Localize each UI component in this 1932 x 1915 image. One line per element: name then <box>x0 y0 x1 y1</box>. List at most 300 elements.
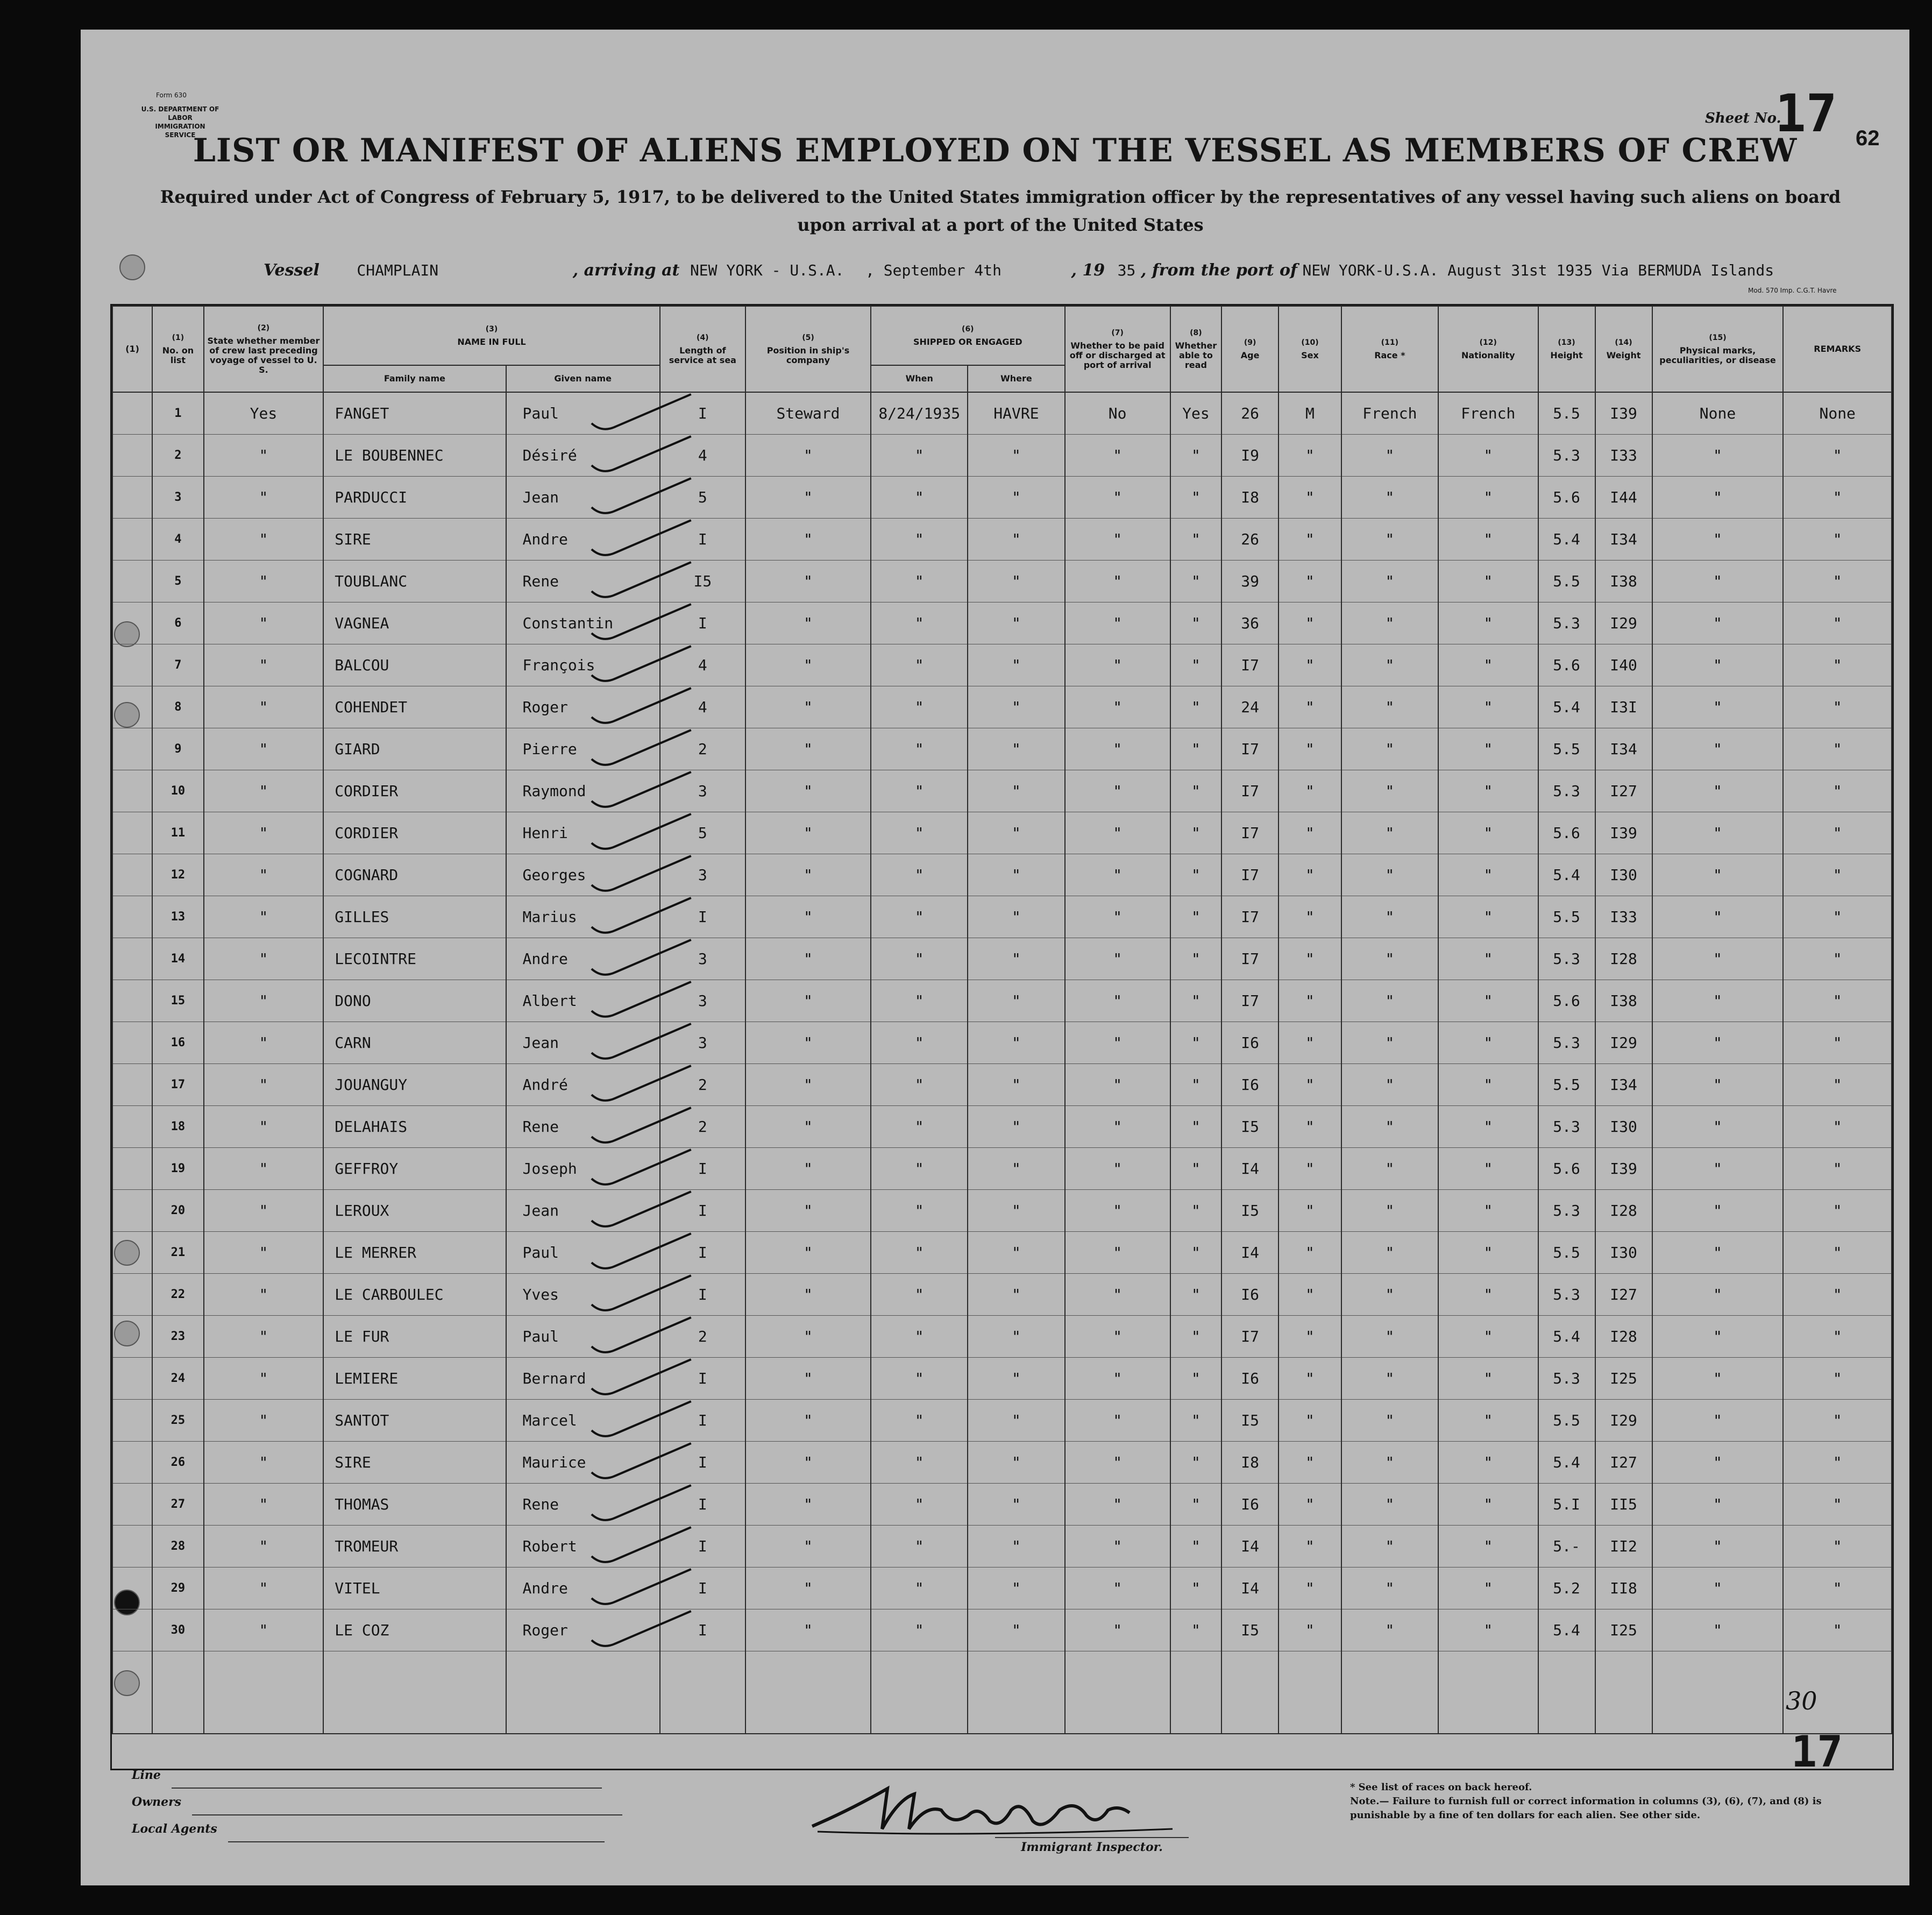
paid-off-cell: " <box>1065 1400 1170 1442</box>
family-name-cell: GEFFROY <box>323 1148 506 1190</box>
col-label: Weight <box>1606 350 1641 360</box>
age-cell: I7 <box>1221 812 1278 854</box>
where-cell: " <box>968 1568 1064 1609</box>
nationality-cell: " <box>1438 980 1538 1022</box>
race-cell: " <box>1341 1148 1438 1190</box>
agents-field <box>132 1815 622 1842</box>
sex-cell: " <box>1278 854 1341 896</box>
height-cell: 5.3 <box>1538 1106 1595 1148</box>
age-cell: I7 <box>1221 896 1278 938</box>
read-cell: " <box>1170 519 1221 561</box>
given-name-cell: Roger <box>506 1609 660 1651</box>
table-row <box>112 477 1892 519</box>
sex-cell: " <box>1278 1316 1341 1358</box>
race-cell: " <box>1341 644 1438 686</box>
prev-voyage-cell: Yes <box>204 392 324 435</box>
prev-voyage-cell: " <box>204 854 324 896</box>
margin-cell <box>112 1442 152 1484</box>
race-cell: " <box>1341 896 1438 938</box>
prev-voyage-cell: " <box>204 770 324 812</box>
where-cell: " <box>968 1442 1064 1484</box>
service-length-cell: I <box>660 1400 745 1442</box>
sex-cell: " <box>1278 1609 1341 1651</box>
service-length-cell: I <box>660 1526 745 1568</box>
owners-underline <box>192 1804 622 1815</box>
read-cell: " <box>1170 1568 1221 1609</box>
where-cell: " <box>968 728 1064 770</box>
age-cell: 36 <box>1221 602 1278 644</box>
race-cell: " <box>1341 602 1438 644</box>
table-row <box>112 392 1892 435</box>
race-cell: " <box>1341 1609 1438 1651</box>
row-number: 16 <box>152 1022 203 1064</box>
page-title: LIST OR MANIFEST OF ALIENS EMPLOYED ON THE VESSEL AS MEMBERS OF CREW <box>193 132 1798 169</box>
paid-off-cell: " <box>1065 896 1170 938</box>
paid-off-cell: " <box>1065 728 1170 770</box>
sex-cell: " <box>1278 1064 1341 1106</box>
empty-cell <box>112 1651 152 1734</box>
table-row <box>112 938 1892 980</box>
position-cell: " <box>745 1484 871 1526</box>
margin-cell <box>112 1106 152 1148</box>
family-name-cell: SIRE <box>323 519 506 561</box>
col-number: (13) <box>1558 338 1575 347</box>
weight-cell: I30 <box>1595 854 1652 896</box>
row-number: 23 <box>152 1316 203 1358</box>
paid-off-cell: " <box>1065 686 1170 728</box>
col-label: No. on list <box>162 345 194 365</box>
when-cell: " <box>871 770 968 812</box>
family-name-cell: TROMEUR <box>323 1526 506 1568</box>
when-cell: " <box>871 1609 968 1651</box>
service-length-cell: I <box>660 1568 745 1609</box>
position-cell: " <box>745 812 871 854</box>
age-cell: I7 <box>1221 854 1278 896</box>
given-name-cell: Rene <box>506 561 660 602</box>
remarks-cell: " <box>1783 896 1892 938</box>
remarks-cell: " <box>1783 519 1892 561</box>
weight-cell: I33 <box>1595 435 1652 477</box>
where-cell: HAVRE <box>968 392 1064 435</box>
nationality-cell: " <box>1438 1568 1538 1609</box>
remarks-cell: " <box>1783 1106 1892 1148</box>
col-label: Whether able to read <box>1175 341 1217 370</box>
margin-cell <box>112 477 152 519</box>
remarks-cell: " <box>1783 561 1892 602</box>
margin-cell <box>112 1022 152 1064</box>
physical-marks-cell: " <box>1652 1106 1784 1148</box>
service-length-cell: I <box>660 1232 745 1274</box>
weight-cell: I40 <box>1595 644 1652 686</box>
where-cell: " <box>968 1022 1064 1064</box>
given-name-cell: Paul <box>506 1316 660 1358</box>
age-cell: I4 <box>1221 1526 1278 1568</box>
count-note: 30 <box>1786 1686 1817 1715</box>
read-cell: " <box>1170 1484 1221 1526</box>
position-cell: " <box>745 938 871 980</box>
col-number: (6) <box>962 325 974 334</box>
position-cell: " <box>745 1022 871 1064</box>
col-race <box>1341 306 1438 392</box>
age-cell: I4 <box>1221 1148 1278 1190</box>
when-cell: " <box>871 519 968 561</box>
physical-marks-cell: " <box>1652 1609 1784 1651</box>
where-cell: " <box>968 477 1064 519</box>
position-cell: " <box>745 1358 871 1400</box>
height-cell: 5.- <box>1538 1526 1595 1568</box>
given-name-cell: Maurice <box>506 1442 660 1484</box>
sex-cell: " <box>1278 1568 1341 1609</box>
col-paid-off <box>1065 306 1170 392</box>
paid-off-cell: " <box>1065 1190 1170 1232</box>
read-cell: " <box>1170 770 1221 812</box>
prev-voyage-cell: " <box>204 1442 324 1484</box>
nationality-cell: " <box>1438 1148 1538 1190</box>
prev-voyage-cell: " <box>204 1148 324 1190</box>
position-cell: " <box>745 1274 871 1316</box>
manifest-sheet <box>81 30 1909 1885</box>
prev-voyage-cell: " <box>204 1190 324 1232</box>
prev-voyage-cell: " <box>204 980 324 1022</box>
physical-marks-cell: " <box>1652 728 1784 770</box>
row-number: 2 <box>152 435 203 477</box>
physical-marks-cell: " <box>1652 1358 1784 1400</box>
paid-off-cell: No <box>1065 392 1170 435</box>
form-number: Form 630 <box>156 91 187 99</box>
table-row <box>112 1148 1892 1190</box>
given-name-cell: Marcel <box>506 1400 660 1442</box>
col-prev-voyage <box>204 306 324 392</box>
sex-cell: " <box>1278 686 1341 728</box>
remarks-cell: " <box>1783 1274 1892 1316</box>
age-cell: 26 <box>1221 392 1278 435</box>
age-cell: I7 <box>1221 1316 1278 1358</box>
service-length-cell: I <box>660 1148 745 1190</box>
weight-cell: I27 <box>1595 770 1652 812</box>
paid-off-cell: " <box>1065 1232 1170 1274</box>
prev-voyage-cell: " <box>204 1568 324 1609</box>
height-cell: 5.5 <box>1538 392 1595 435</box>
nationality-cell: " <box>1438 1358 1538 1400</box>
margin-cell <box>112 1064 152 1106</box>
given-name-cell: Rene <box>506 1484 660 1526</box>
height-cell: 5.5 <box>1538 1400 1595 1442</box>
position-cell: " <box>745 561 871 602</box>
family-name-cell: LEMIERE <box>323 1358 506 1400</box>
agents-underline <box>228 1831 605 1842</box>
physical-marks-cell: " <box>1652 980 1784 1022</box>
read-cell: " <box>1170 1316 1221 1358</box>
prev-voyage-cell: " <box>204 812 324 854</box>
read-cell: " <box>1170 1609 1221 1651</box>
sex-cell: " <box>1278 728 1341 770</box>
family-name-cell: COHENDET <box>323 686 506 728</box>
remarks-cell: " <box>1783 602 1892 644</box>
paid-off-cell: " <box>1065 770 1170 812</box>
when-cell: " <box>871 1400 968 1442</box>
prev-voyage-cell: " <box>204 1064 324 1106</box>
margin-cell <box>112 854 152 896</box>
arrival-date: , September 4th <box>865 261 1001 279</box>
height-cell: 5.6 <box>1538 980 1595 1022</box>
remarks-cell: " <box>1783 1568 1892 1609</box>
given-name-cell: Jean <box>506 1022 660 1064</box>
weight-cell: I25 <box>1595 1609 1652 1651</box>
service-length-cell: 2 <box>660 1064 745 1106</box>
remarks-cell: " <box>1783 854 1892 896</box>
col-when: When <box>871 365 968 392</box>
nationality-cell: " <box>1438 854 1538 896</box>
sex-cell: " <box>1278 938 1341 980</box>
margin-cell <box>112 1190 152 1232</box>
nationality-cell: " <box>1438 561 1538 602</box>
read-cell: " <box>1170 938 1221 980</box>
nationality-cell: " <box>1438 519 1538 561</box>
service-length-cell: I <box>660 1609 745 1651</box>
physical-marks-cell: " <box>1652 1190 1784 1232</box>
row-number: 17 <box>152 1064 203 1106</box>
nationality-cell: " <box>1438 1400 1538 1442</box>
prev-voyage-cell: " <box>204 477 324 519</box>
age-cell: I7 <box>1221 728 1278 770</box>
race-cell: " <box>1341 1022 1438 1064</box>
remarks-cell: " <box>1783 1400 1892 1442</box>
table-row <box>112 686 1892 728</box>
nationality-cell: " <box>1438 1232 1538 1274</box>
read-cell: " <box>1170 1022 1221 1064</box>
col-number: (3) <box>485 325 498 334</box>
read-cell: " <box>1170 1526 1221 1568</box>
races-note: * See list of races on back hereof. <box>1350 1782 1532 1793</box>
position-cell: " <box>745 1400 871 1442</box>
prev-voyage-cell: " <box>204 1358 324 1400</box>
weight-cell: I33 <box>1595 896 1652 938</box>
family-name-cell: CORDIER <box>323 812 506 854</box>
prev-voyage-cell: " <box>204 1232 324 1274</box>
position-cell: " <box>745 770 871 812</box>
physical-marks-cell: " <box>1652 519 1784 561</box>
remarks-cell: " <box>1783 1316 1892 1358</box>
race-cell: " <box>1341 686 1438 728</box>
margin-cell <box>112 812 152 854</box>
read-cell: " <box>1170 477 1221 519</box>
weight-cell: II8 <box>1595 1568 1652 1609</box>
corner-number: 62 <box>1856 126 1880 150</box>
row-number: 10 <box>152 770 203 812</box>
service-length-cell: 2 <box>660 728 745 770</box>
row-number: 4 <box>152 519 203 561</box>
nationality-cell: " <box>1438 896 1538 938</box>
age-cell: I6 <box>1221 1484 1278 1526</box>
when-cell: 8/24/1935 <box>871 392 968 435</box>
weight-cell: I39 <box>1595 392 1652 435</box>
remarks-cell: " <box>1783 1064 1892 1106</box>
agents-label: Local Agents <box>132 1822 217 1836</box>
prev-voyage-cell: " <box>204 1022 324 1064</box>
remarks-cell: " <box>1783 1148 1892 1190</box>
height-cell: 5.I <box>1538 1484 1595 1526</box>
prev-voyage-cell: " <box>204 686 324 728</box>
position-cell: " <box>745 1442 871 1484</box>
given-name-cell: Jean <box>506 1190 660 1232</box>
line-underline <box>172 1777 602 1789</box>
empty-cell <box>506 1651 660 1734</box>
margin-cell <box>112 938 152 980</box>
where-cell: " <box>968 561 1064 602</box>
mod-note: Mod. 570 Imp. C.G.T. Havre <box>1748 287 1837 294</box>
when-cell: " <box>871 644 968 686</box>
height-cell: 5.5 <box>1538 561 1595 602</box>
col-label: SHIPPED OR ENGAGED <box>913 337 1022 347</box>
paid-off-cell: " <box>1065 1568 1170 1609</box>
col-label: Race * <box>1374 350 1405 360</box>
position-cell: " <box>745 1232 871 1274</box>
when-cell: " <box>871 1442 968 1484</box>
when-cell: " <box>871 938 968 980</box>
paid-off-cell: " <box>1065 854 1170 896</box>
remarks-cell: " <box>1783 435 1892 477</box>
row-number: 12 <box>152 854 203 896</box>
nationality-cell: " <box>1438 1106 1538 1148</box>
position-cell: Steward <box>745 392 871 435</box>
race-cell: " <box>1341 812 1438 854</box>
table-row <box>112 1274 1892 1316</box>
paid-off-cell: " <box>1065 1358 1170 1400</box>
race-cell: " <box>1341 1484 1438 1526</box>
age-cell: I4 <box>1221 1232 1278 1274</box>
when-cell: " <box>871 854 968 896</box>
table-row <box>112 854 1892 896</box>
sheet-label: Sheet No. <box>1705 110 1781 126</box>
remarks-cell: " <box>1783 938 1892 980</box>
height-cell: 5.5 <box>1538 1064 1595 1106</box>
position-cell: " <box>745 854 871 896</box>
sex-cell: " <box>1278 1274 1341 1316</box>
age-cell: 39 <box>1221 561 1278 602</box>
family-name-cell: DELAHAIS <box>323 1106 506 1148</box>
given-name-cell: André <box>506 1064 660 1106</box>
read-cell: " <box>1170 602 1221 644</box>
table-row <box>112 980 1892 1022</box>
col-where: Where <box>968 365 1064 392</box>
service-length-cell: 2 <box>660 1316 745 1358</box>
position-cell: " <box>745 477 871 519</box>
row-number: 1 <box>152 392 203 435</box>
where-cell: " <box>968 1526 1064 1568</box>
arriving-port: NEW YORK - U.S.A. <box>690 261 844 279</box>
year-value: 35 <box>1117 261 1136 279</box>
margin-cell <box>112 392 152 435</box>
given-name-cell: Albert <box>506 980 660 1022</box>
margin-cell <box>112 1316 152 1358</box>
nationality-cell: " <box>1438 1064 1538 1106</box>
remarks-cell: " <box>1783 980 1892 1022</box>
family-name-cell: DONO <box>323 980 506 1022</box>
read-cell: " <box>1170 1064 1221 1106</box>
service-length-cell: 4 <box>660 435 745 477</box>
height-cell: 5.4 <box>1538 686 1595 728</box>
table-row <box>112 896 1892 938</box>
race-cell: " <box>1341 561 1438 602</box>
col-number: (15) <box>1709 334 1727 342</box>
family-name-cell: CARN <box>323 1022 506 1064</box>
prev-voyage-cell: " <box>204 1106 324 1148</box>
where-cell: " <box>968 854 1064 896</box>
height-cell: 5.3 <box>1538 938 1595 980</box>
height-cell: 5.3 <box>1538 1274 1595 1316</box>
col-age <box>1221 306 1278 392</box>
age-cell: I4 <box>1221 1568 1278 1609</box>
where-cell: " <box>968 1232 1064 1274</box>
given-name-cell: Georges <box>506 854 660 896</box>
col-label: Nationality <box>1461 350 1515 360</box>
family-name-cell: LE MERRER <box>323 1232 506 1274</box>
sex-cell: " <box>1278 435 1341 477</box>
race-cell: " <box>1341 938 1438 980</box>
weight-cell: II2 <box>1595 1526 1652 1568</box>
family-name-cell: CORDIER <box>323 770 506 812</box>
margin-cell <box>112 1609 152 1651</box>
when-cell: " <box>871 812 968 854</box>
given-name-cell: Yves <box>506 1274 660 1316</box>
height-cell: 5.3 <box>1538 435 1595 477</box>
col-label: Position in ship's company <box>766 345 850 365</box>
col-sex <box>1278 306 1341 392</box>
remarks-cell: " <box>1783 1232 1892 1274</box>
table-row <box>112 1316 1892 1358</box>
given-name-cell: Pierre <box>506 728 660 770</box>
nationality-cell: " <box>1438 770 1538 812</box>
paid-off-cell: " <box>1065 519 1170 561</box>
col-number: (7) <box>1111 329 1124 337</box>
margin-cell <box>112 1400 152 1442</box>
family-name-cell: LE BOUBENNEC <box>323 435 506 477</box>
family-name-cell: LECOINTRE <box>323 938 506 980</box>
physical-marks-cell: " <box>1652 1316 1784 1358</box>
sex-cell: " <box>1278 1358 1341 1400</box>
height-cell: 5.5 <box>1538 1232 1595 1274</box>
given-name-cell: Marius <box>506 896 660 938</box>
height-cell: 5.6 <box>1538 1148 1595 1190</box>
row-number: 22 <box>152 1274 203 1316</box>
given-name-cell: Bernard <box>506 1358 660 1400</box>
position-cell: " <box>745 519 871 561</box>
height-cell: 5.6 <box>1538 812 1595 854</box>
given-name-cell: Andre <box>506 938 660 980</box>
when-cell: " <box>871 1148 968 1190</box>
service-length-cell: I5 <box>660 561 745 602</box>
col-number: (1) <box>172 334 184 342</box>
height-cell: 5.5 <box>1538 896 1595 938</box>
given-name-cell: Henri <box>506 812 660 854</box>
weight-cell: I34 <box>1595 519 1652 561</box>
where-cell: " <box>968 1190 1064 1232</box>
remarks-cell: " <box>1783 1484 1892 1526</box>
read-cell: " <box>1170 896 1221 938</box>
empty-cell <box>968 1651 1064 1734</box>
where-cell: " <box>968 1106 1064 1148</box>
position-cell: " <box>745 602 871 644</box>
where-cell: " <box>968 1484 1064 1526</box>
col1-number: (1) <box>125 344 139 354</box>
family-name-cell: GILLES <box>323 896 506 938</box>
remarks-cell: None <box>1783 392 1892 435</box>
when-cell: " <box>871 1358 968 1400</box>
age-cell: I5 <box>1221 1609 1278 1651</box>
service-length-cell: 5 <box>660 812 745 854</box>
vessel-label: Vessel <box>264 261 319 280</box>
when-cell: " <box>871 477 968 519</box>
